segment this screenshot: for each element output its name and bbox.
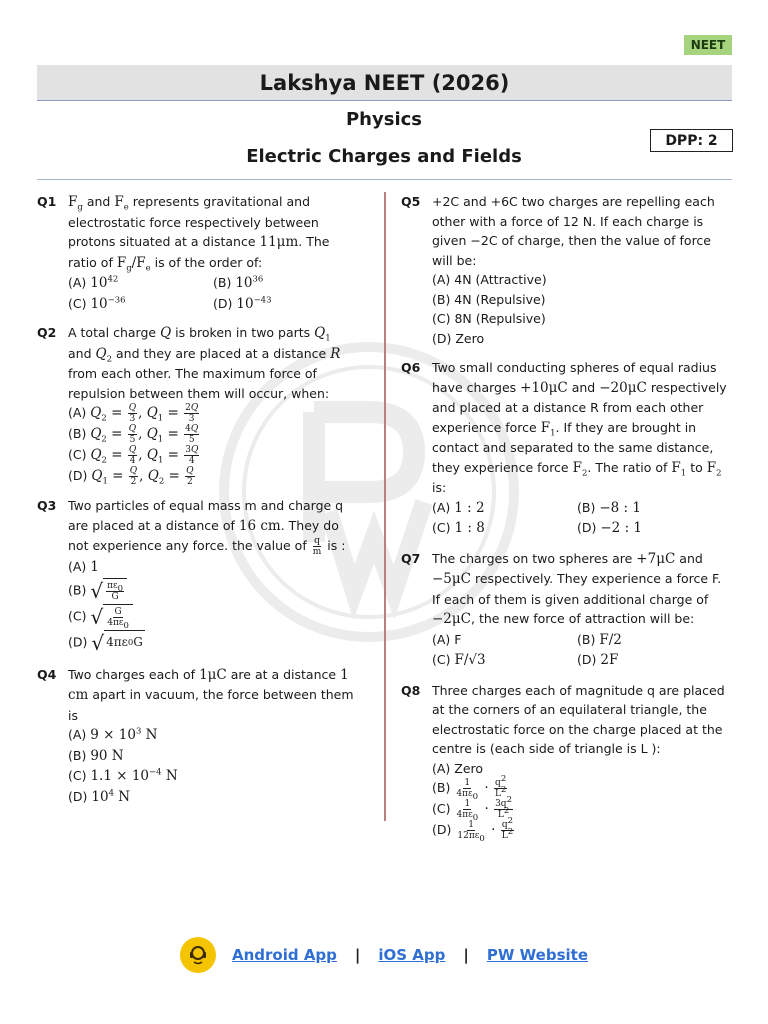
question-number: Q8 [401,682,421,698]
question-q6 [401,358,731,539]
options [68,557,355,656]
option-d[interactable]: (D) −2 : 1 [577,520,642,536]
left-column [37,192,355,816]
question-q2 [37,323,355,487]
question-q7 [401,549,731,671]
option-b[interactable]: (B) F/2 [577,631,622,648]
option-a[interactable]: (A) $Q_2$ = $\frac{Q}{3}$ , $Q_1$ = $\frac{2Q}{3}$ [68,403,199,424]
chapter-heading: Electric Charges and Fields [246,146,522,167]
separator: | [354,946,361,964]
option-b[interactable]: (B) $Q_2$ = $\frac{Q}{5}$ , $Q_1$ = $\frac{4Q}{5}$ [68,424,199,445]
page-title: Lakshya NEET (2026) [37,65,732,101]
question-text: Two particles of equal mass m and charge q are placed at a distance of 16 cm. They do not experience any force. the value of $\frac{q}{m}$ is : [68,498,346,557]
option-d[interactable]: (D) $\frac{1}{12\pi\varepsilon_0}$ · $\frac{q^2}{L^2}$ [432,816,514,844]
question-number: Q6 [401,360,421,375]
neet-badge: NEET [684,35,732,55]
question-q4 [37,665,355,808]
option-c[interactable]: (C) F/√3 [432,652,486,668]
question-number: Q5 [401,194,421,209]
customer-service-icon [180,937,216,973]
options [432,759,731,842]
option-a[interactable]: (A) $9 \times 10^3$ N [68,726,158,743]
question-q3 [37,496,355,656]
options [68,725,355,807]
question-number: Q3 [37,498,57,513]
question-number: Q7 [401,550,421,566]
column-divider [384,192,386,821]
option-b[interactable]: (B) −8 : 1 [577,499,641,516]
header-divider [37,179,732,180]
question-text: The charges on two spheres are +7μC and −5μC respectively. They experience a force F. If each of them is given additional charge of −2μC, the new force of attraction will be: [432,550,722,627]
option-d[interactable]: (D) $Q_1$ = $\frac{Q}{2}$ , $Q_2$ = $\frac{Q}{2}$ [68,466,194,487]
question-number: Q1 [37,194,57,209]
option-a[interactable]: (A) 4N (Attractive) [432,272,547,287]
question-text: $F_g$ and $F_e$ represents gravitational and electrostatic force respectively between protons situated at a distance 11μm. The ratio of $F_g/F_e$ is of the order of: [68,194,330,274]
footer-links [0,938,768,972]
option-c[interactable]: (C) $\frac{1}{4\pi\varepsilon_0}$ · $\frac{3q^2}{L^2}$ [432,795,512,823]
option-a[interactable]: (A) 1 [68,559,99,575]
option-b[interactable]: (B) 90 N [68,747,124,764]
ios-app-link[interactable]: iOS App [378,946,446,964]
option-d[interactable]: (D) $10^{-43}$ [213,295,272,312]
question-text: A total charge Q is broken in two parts $Q_1$ and $Q_2$ and they are placed at a distance R from each other. The maximum force of repulsion between them will occur, when: [68,325,341,401]
option-c[interactable]: (C) $10^{-36}$ [68,295,126,312]
option-d[interactable]: (D) Zero [432,330,485,346]
option-b[interactable]: (B) $10^{36}$ [213,274,264,291]
dpp-label: DPP: 2 [650,129,733,152]
question-text: Two charges each of 1μC are at a distance 1 cm apart in vacuum, the force between them is [68,666,354,723]
option-a[interactable]: (A) $10^{42}$ [68,274,119,291]
question-q1 [37,192,355,314]
option-a[interactable]: (A) Zero [432,760,484,776]
question-q5 [401,192,731,348]
option-b[interactable]: (B) $\frac{1}{4\pi\varepsilon_0}$ · $\frac{q^2}{L^2}$ [432,774,507,802]
question-q8 [401,681,731,842]
subject-heading: Physics [345,109,422,130]
pw-website-link[interactable]: PW Website [486,946,588,964]
option-b[interactable]: (B) 4N (Repulsive) [432,291,546,307]
option-c[interactable]: (C) $1.1 \times 10^{-4}$ N [68,767,178,784]
separator: | [463,946,469,964]
options [432,630,731,671]
right-column [401,192,731,851]
options [68,403,355,487]
options [68,273,355,314]
option-b[interactable]: (B) √ $\frac{\pi\varepsilon_0}{G}$ [68,578,355,604]
option-c[interactable]: (C) 8N (Repulsive) [432,311,546,326]
question-text: +2C and +6C two charges are repelling each other with a force of 12 N. If each charge is given −2C of charge, then the value of force will be: [432,194,715,268]
option-d[interactable]: (D) 2F [577,652,619,668]
question-text: Three charges each of magnitude q are placed at the corners of an equilateral triangle, the electrostatic force on the charge placed at the centre is (each side of triangle is L ): [432,682,725,756]
option-d[interactable]: (D) √ 4πε 0 G [68,630,143,655]
option-c[interactable]: (C) $Q_2$ = $\frac{Q}{4}$ , $Q_1$ = $\frac{3Q}{4}$ [68,445,199,466]
option-d[interactable]: (D) $10^4$ N [68,788,131,805]
option-a[interactable]: (A) 1 : 2 [432,499,485,516]
options [432,498,731,539]
option-c[interactable]: (C) √ $\frac{G}{4\pi\varepsilon_0}$ [68,604,355,630]
options [432,270,731,348]
option-c[interactable]: (C) 1 : 8 [432,520,485,536]
question-text: Two small conducting spheres of equal radius have charges +10μC and −20μC respectively and placed at a distance R from each other experience force $F_1$. If they are brought in contact and separated to the same distance, they experience force $F_2$. The ratio of $F_1$ to $F_2$ is: [432,360,727,495]
question-number: Q2 [37,325,57,340]
option-a[interactable]: (A) F [432,631,462,647]
question-number: Q4 [37,666,57,682]
android-app-link[interactable]: Android App [231,946,337,964]
